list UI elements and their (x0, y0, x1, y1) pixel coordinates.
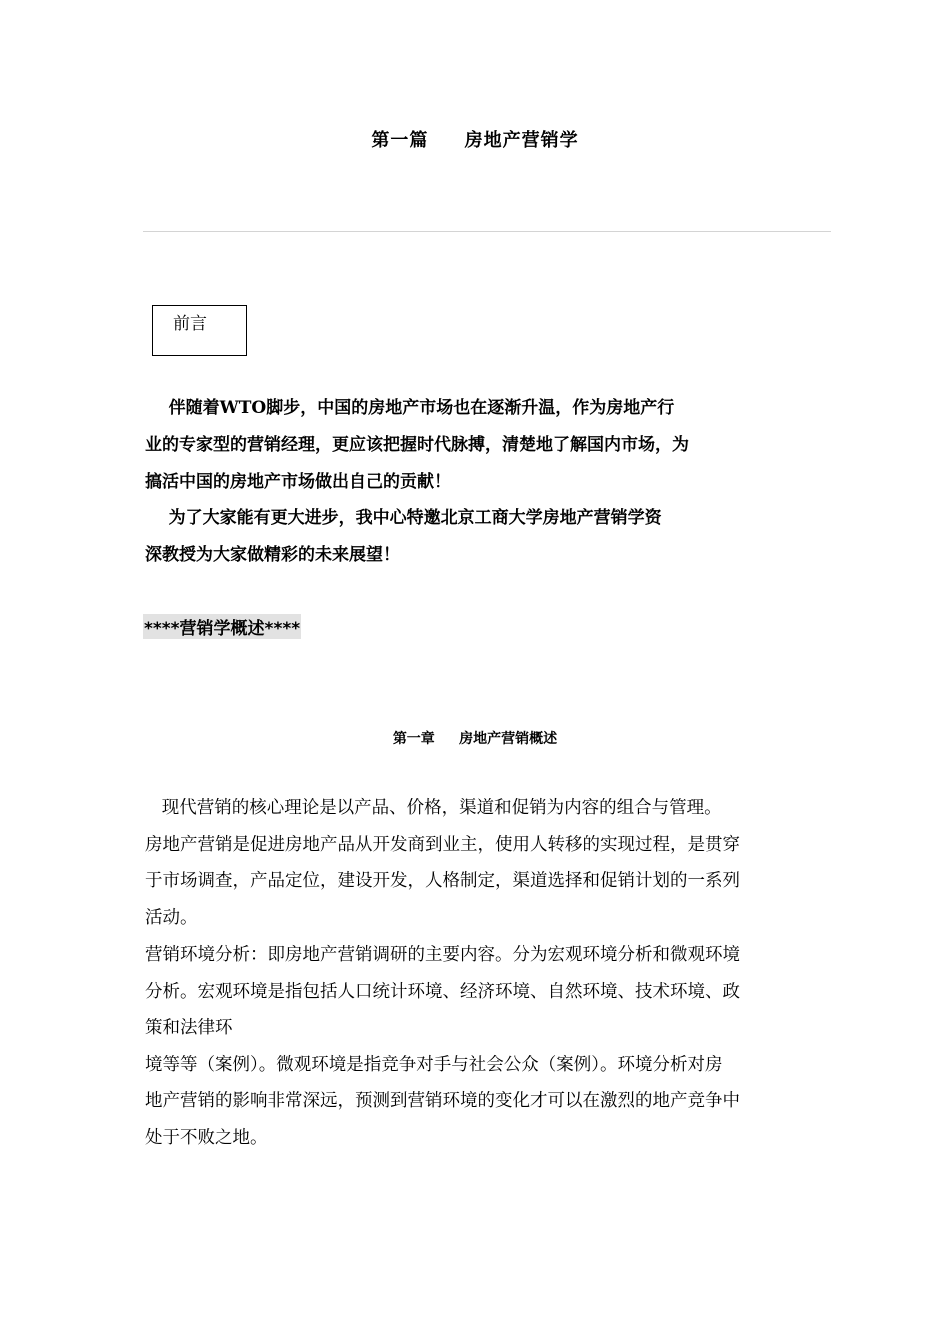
chapter-title: 第一章 房地产营销概述 (392, 731, 558, 747)
preface-paragraph-1 (145, 390, 795, 501)
text-line: 深教授为大家做精彩的未来展望！ (145, 545, 400, 565)
text-line: 搞活中国的房地产市场做出自己的贡献！ (145, 472, 451, 492)
overview-heading: ****营销学概述**** (143, 614, 301, 639)
preface-paragraph-2 (145, 500, 795, 574)
part-title: 第一篇 房地产营销学 (371, 130, 579, 151)
text-line: 处于不败之地。 (145, 1127, 268, 1148)
text-line: 房地产营销是促进房地产品从开发商到业主，使用人转移的实现过程，是贯穿 (145, 834, 740, 855)
text-line: 营销环境分析：即房地产营销调研的主要内容。分为宏观环境分析和微观环境 (145, 945, 740, 965)
body-paragraph-1 (145, 790, 815, 936)
text-line: 分析。宏观环境是指包括人口统计环境、经济环境、自然环境、技术环境、政 (145, 981, 740, 1002)
text-line: 策和法律环 (145, 1018, 233, 1038)
text-line: 现代营销的核心理论是以产品、价格，渠道和促销为内容的组合与管理。 (145, 798, 722, 818)
preface-label: 前言 (173, 314, 207, 334)
text-line: 为了大家能有更大进步，我中心特邀北京工商大学房地产营销学资 (145, 508, 662, 528)
horizontal-divider (143, 231, 831, 232)
text-line: 伴随着WTO脚步，中国的房地产市场也在逐渐升温，作为房地产行 (145, 398, 675, 418)
body-paragraph-2 (145, 937, 815, 1156)
text-line: 境等等（案例）。微观环境是指竞争对手与社会公众（案例）。环境分析对房 (145, 1054, 723, 1075)
text-line: 活动。 (145, 907, 198, 928)
text-line: 地产营销的影响非常深远，预测到营销环境的变化才可以在激烈的地产竞争中 (145, 1091, 740, 1111)
text-line: 于市场调查，产品定位，建设开发，人格制定，渠道选择和促销计划的一系列 (145, 871, 740, 891)
text-line: 业的专家型的营销经理，更应该把握时代脉搏，清楚地了解国内市场，为 (145, 435, 689, 455)
preface-box (152, 305, 247, 356)
